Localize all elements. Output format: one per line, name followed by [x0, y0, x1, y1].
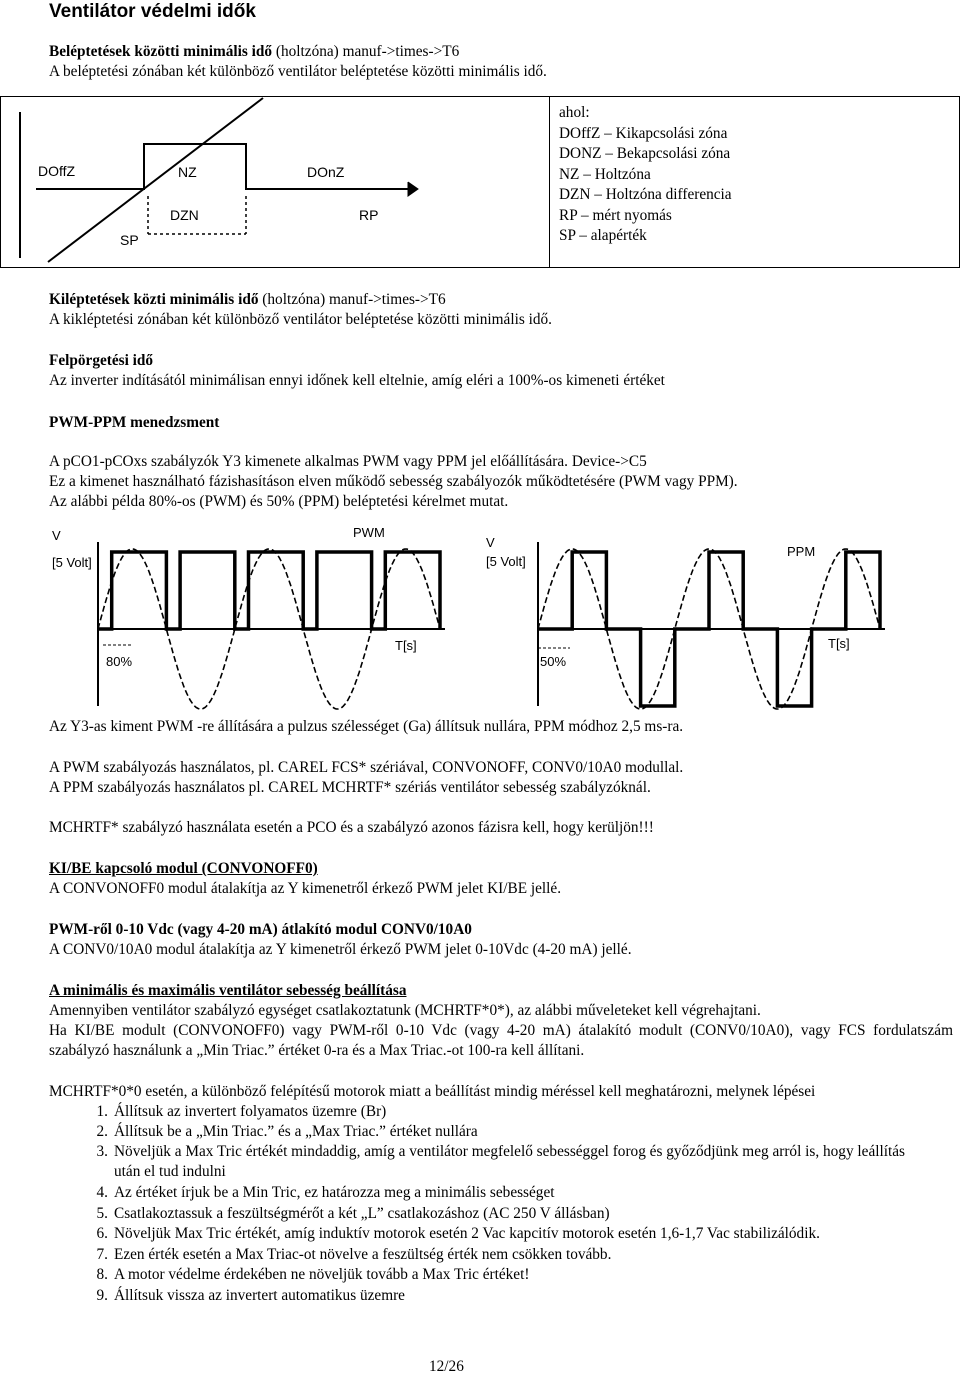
pwm-pulses: [98, 552, 440, 629]
section1-text: A beléptetési zónában két különböző ventilátor beléptetése közötti minimális idő.: [49, 63, 547, 80]
section4-line: Az alábbi példa 80%-os (PWM) és 50% (PPM) beléptetési kérelmet mutat.: [49, 493, 509, 510]
section7-line: Amennyiben ventilátor szabályzó egységet csatlakoztatunk (MCHRTF*0*), az alábbi műveleteket kell végrehajtani.: [49, 1002, 761, 1019]
ppm-v-label: V: [486, 535, 495, 550]
section4-heading: PWM-PPM menedzsment: [49, 414, 220, 431]
list-item: 9. Állítsuk vissza az invertert automatikus üzemre: [96, 1287, 405, 1304]
ppm-v-unit: [5 Volt]: [486, 554, 526, 569]
section1-heading-bold: Beléptetések közötti minimális idő: [49, 43, 273, 60]
ppm-title: PPM: [787, 544, 816, 559]
label-dzn: DZN: [170, 207, 199, 223]
pwm-v-unit: [5 Volt]: [52, 555, 92, 570]
label-donz: DOnZ: [307, 164, 345, 180]
info-line: Az Y3-as kiment PWM -re állítására a pulzus szélességet (Ga) állítsuk nullára, PPM módhoz 2,5 ms-ra.: [49, 718, 684, 735]
label-rp: RP: [359, 207, 379, 223]
ppm-t-label: T[s]: [828, 636, 850, 651]
list-item: 6. Növeljük Max Tric értékét, amíg induktív motorok esetén 2 Vac kapcitív motorok esetén 1,6-1,7 Vac stabilizálódik.: [96, 1225, 820, 1242]
section4-line: A pCO1-pCOxs szabályzók Y3 kimenete alkalmas PWM vagy PPM jel előállítására. Device->C5: [49, 453, 647, 470]
info-line: A PPM szabályozás használatos pl. CAREL MCHRTF* szériás ventilátor sebesség szabályzóknál.: [49, 779, 651, 796]
ppm-waveform: [480, 520, 900, 710]
list-item: 1. Állítsuk az invertert folyamatos üzemre (Br): [96, 1103, 387, 1120]
section2-heading-bold: Kiléptetések közti minimális idő: [49, 291, 259, 308]
diagram-ramp: [48, 98, 263, 262]
deadzone-diagram: [0, 96, 550, 267]
list-item: 7. Ezen érték esetén a Max Triac-ot növelve a feszültség érték nem csökken tovább.: [96, 1246, 612, 1263]
pwm-pct: 80%: [106, 654, 133, 669]
section1-heading: [49, 42, 459, 62]
section2-heading-rest: (holtzóna) manuf->times->T6: [258, 291, 446, 308]
section5-heading: KI/BE kapcsoló modul (CONVONOFF0): [49, 860, 318, 877]
section6-text: A CONV0/10A0 modul átalakítja az Y kimenetről érkező PWM jelet 0-10Vdc (4-20 mA) jellé.: [49, 941, 632, 958]
section8-intro: MCHRTF*0*0 esetén, a különböző felépítésű motorok miatt a beállítást mindig méréssel kell meghatározni, melynek lépései: [49, 1083, 816, 1100]
section2-heading: [49, 290, 446, 310]
legend-line: DOffZ – Kikapcsolási zóna: [559, 124, 728, 142]
page-number: 12/26: [429, 1358, 464, 1375]
legend-line: RP – mért nyomás: [559, 206, 672, 224]
section1-heading-rest: (holtzóna) manuf->times->T6: [272, 43, 460, 60]
section2-text: A kikléptetési zónában két különböző ventilátor beléptetése közötti minimális idő.: [49, 311, 552, 328]
pwm-v-label: V: [52, 528, 61, 543]
list-item: 4. Az értéket írjuk be a Min Tric, ez határozza meg a minimális sebességet: [96, 1184, 555, 1201]
list-item: 5. Csatlakoztassuk a feszültségmérőt a két „L” csatlakozáshoz (AC 250 V állásban): [96, 1205, 610, 1222]
section3-heading: Felpörgetési idő: [49, 352, 154, 369]
legend-line: SP – alapérték: [559, 227, 647, 244]
legend-line: DONZ – Bekapcsolási zóna: [559, 145, 731, 162]
pwm-t-label: T[s]: [395, 638, 417, 653]
list-item: 3. Növeljük a Max Tric értékét mindaddig, amíg a ventilátor megfelelő sebességgel forog és győződjünk meg arról is, hogy leállítás után el tud indulni: [96, 1143, 905, 1180]
section5-text: A CONVONOFF0 modul átalakítja az Y kimenetről érkező PWM jelet KI/BE jellé.: [49, 880, 562, 897]
list-item: 2. Állítsuk be a „Min Triac.” és a „Max Triac.” értéket nullára: [96, 1123, 478, 1140]
legend-line: DZN – Holtzóna differencia: [559, 186, 732, 203]
diagram-arrow: [408, 182, 418, 196]
label-sp: SP: [120, 232, 139, 248]
legend-line: NZ – Holtzóna: [559, 165, 651, 183]
section6-heading: PWM-ről 0-10 Vdc (vagy 4-20 mA) átlakító modul CONV0/10A0: [49, 921, 472, 938]
section4-line: Ez a kimenet használható fázishasításon elven működő sebesség szabályozók működtetésére (PWM vagy PPM).: [49, 473, 738, 490]
pwm-pulse-train: [98, 552, 440, 629]
warning-line: MCHRTF* szabályzó használata esetén a PCO és a szabályzó azonos fázisra kell, hogy kerüljön!!!: [49, 819, 654, 836]
page-title: Ventilátor védelmi idők: [49, 1, 256, 22]
section3-text: Az inverter indításától minimálisan ennyi időnek kell eltelnie, amíg eléri a 100%-os kimeneti értéket: [49, 372, 665, 389]
section7-para: Ha KI/BE modult (CONVONOFF0) vagy PWM-ről 0-10 Vdc (vagy 4-20 mA) átalakító modult (CONV0/10A0), vagy FCS fordulatszám szabályzó használunk a „Min Triac.” értéket 0-ra és a Max Triac.-ot 100-ra kell állítani.: [49, 1022, 953, 1059]
pwm-title: PWM: [353, 525, 385, 540]
list-item: 8. A motor védelme érdekében ne növeljük tovább a Max Tric értéket!: [96, 1266, 530, 1283]
diagram-legend: [559, 103, 732, 247]
pwm-waveform: [40, 520, 460, 710]
label-nz: NZ: [178, 164, 197, 180]
ppm-pct: 50%: [540, 654, 567, 669]
legend-line: ahol:: [559, 104, 590, 121]
info-line: A PWM szabályozás használatos, pl. CAREL FCS* szériával, CONVONOFF, CONV0/10A0 modullal.: [49, 759, 684, 776]
label-doffz: DOffZ: [38, 163, 76, 179]
section7-heading: A minimális és maximális ventilátor sebesség beállítása: [49, 982, 407, 999]
